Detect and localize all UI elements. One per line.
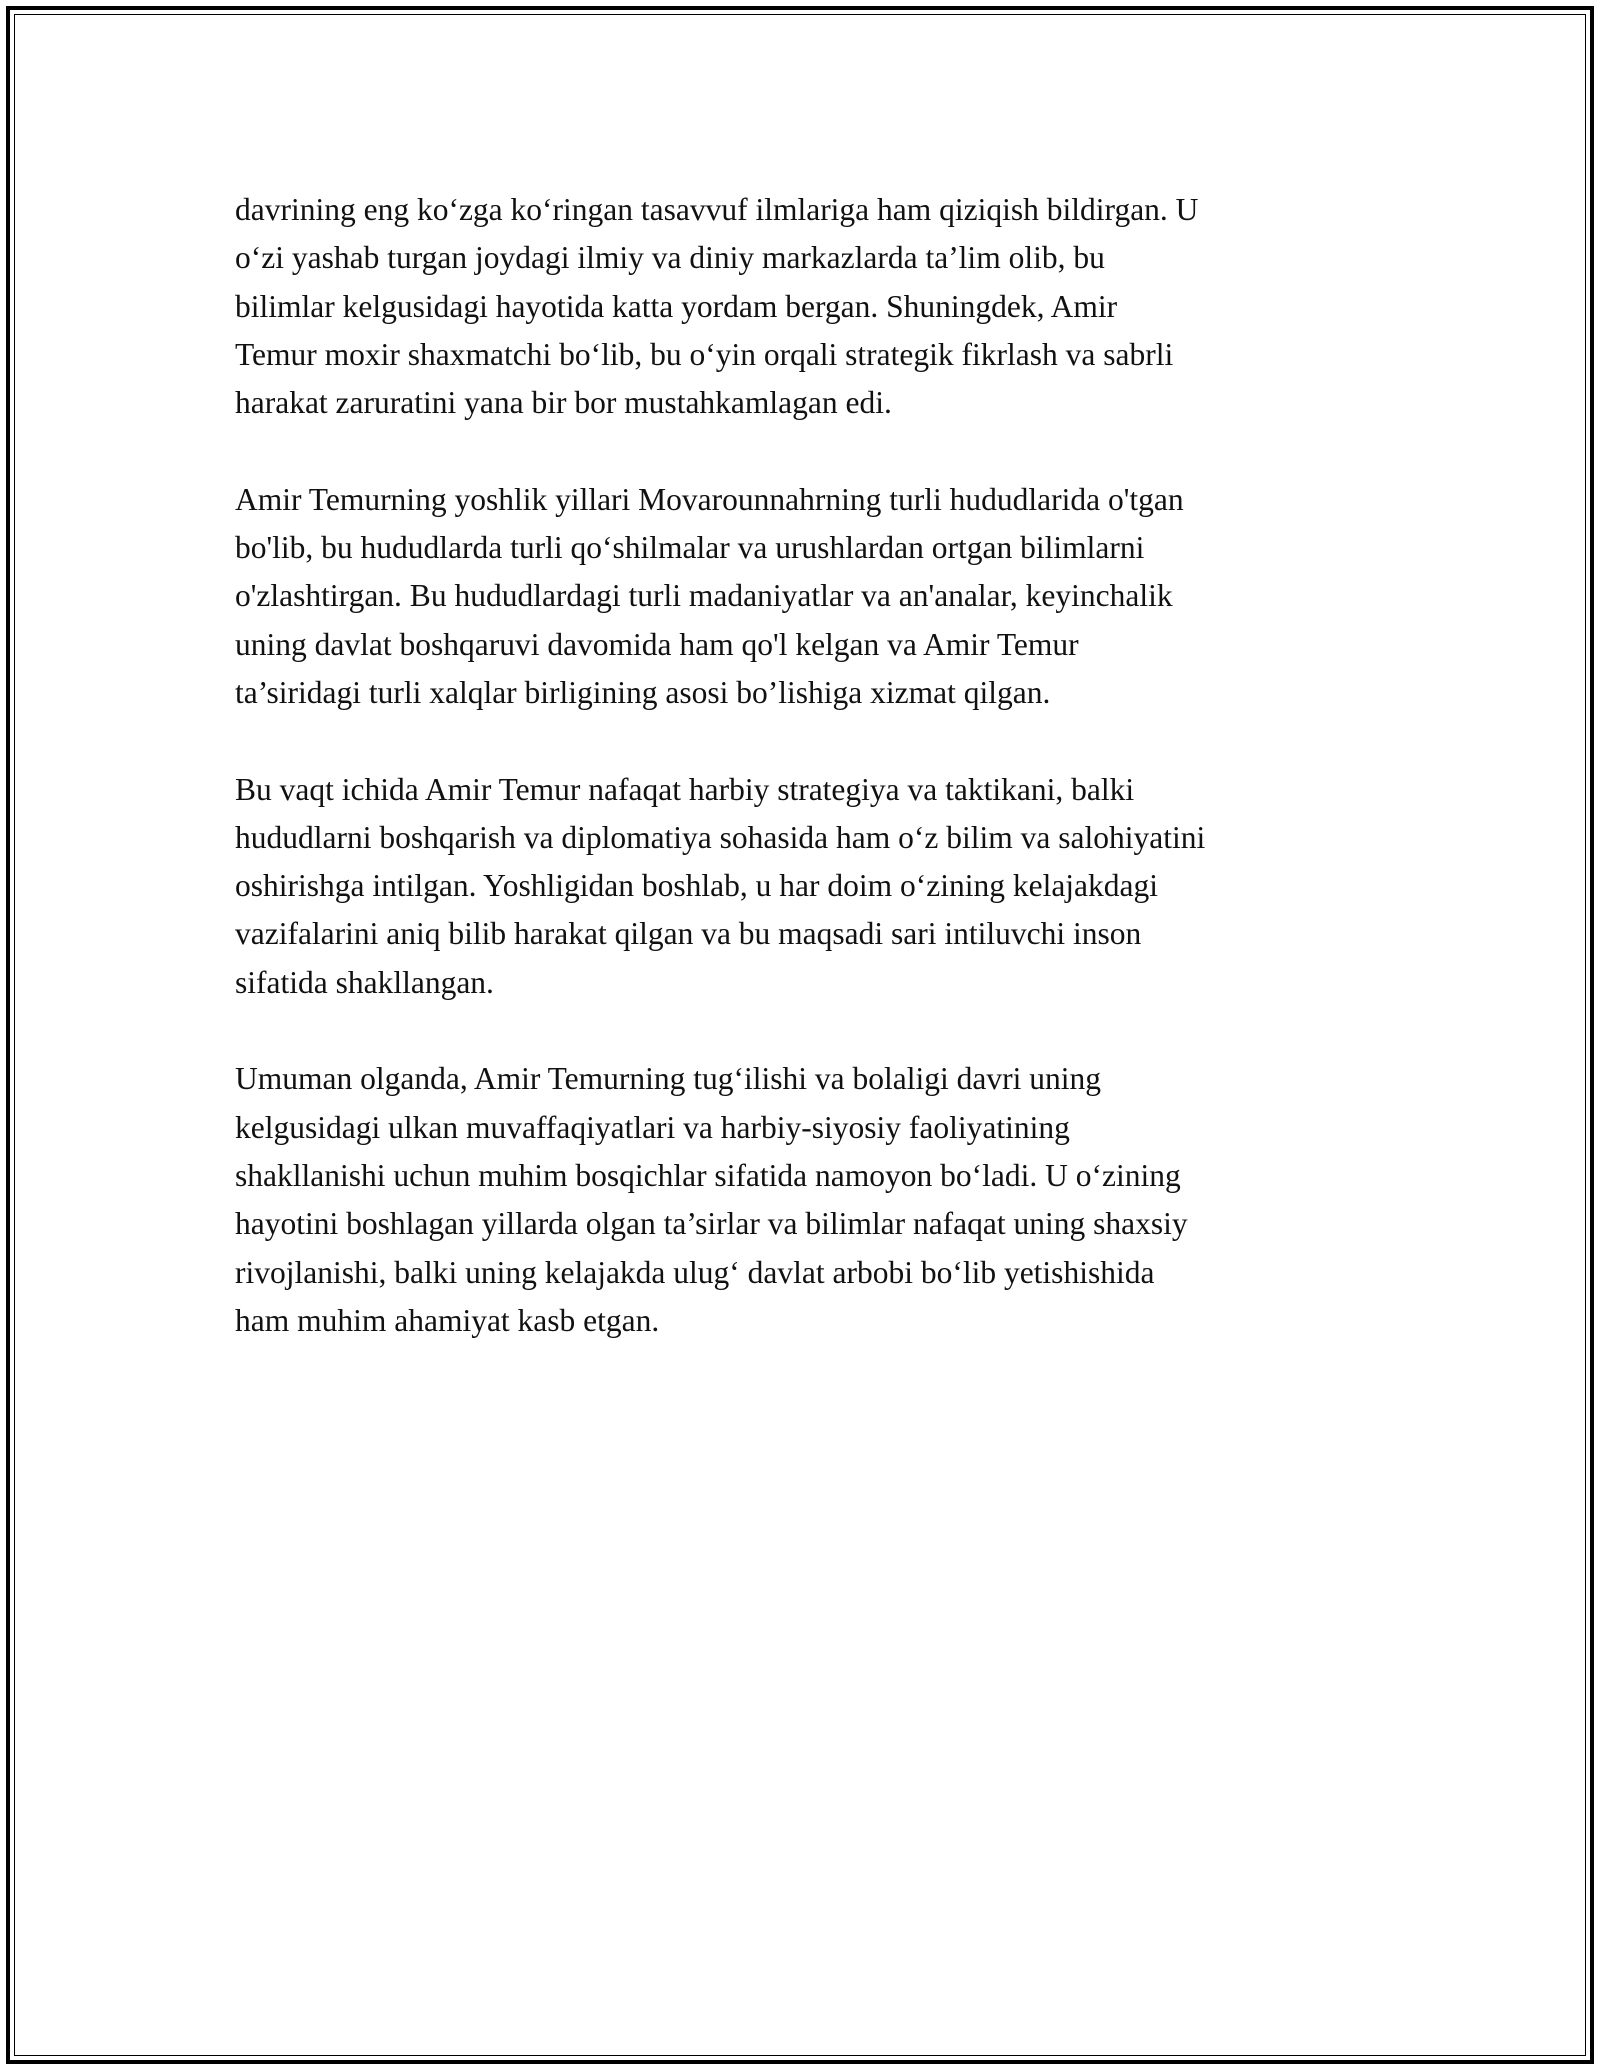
text-line: Amir Temurning yoshlik yillari Movarounnahrning turli hududlarida o'tgan xyxy=(235,481,1184,517)
text-line: ta’siridagi turli xalqlar birligining asosi bo’lishiga xizmat qilgan. xyxy=(235,674,1051,710)
text-line: oshirishga intilgan. Yoshligidan boshlab, u har doim o‘zining kelajakdagi xyxy=(235,868,1159,904)
paragraph-2 xyxy=(235,476,1365,717)
text-line: davrining eng ko‘zga ko‘ringan tasavvuf ilmlariga ham qiziqish bildirgan. U xyxy=(235,192,1199,227)
text-line: Umuman olganda, Amir Temurning tug‘ilishi va bolaligi davri uning xyxy=(235,1061,1101,1097)
text-line: kelgusidagi ulkan muvaffaqiyatlari va harbiy-siyosiy faoliyatining xyxy=(235,1109,1070,1145)
text-line: Bu vaqt ichida Amir Temur nafaqat harbiy strategiya va taktikani, balki xyxy=(235,771,1135,807)
text-line: vazifalarini aniq bilib harakat qilgan va bu maqsadi sari intiluvchi inson xyxy=(235,916,1142,952)
document-body xyxy=(235,186,1365,1393)
text-line: bo'lib, bu hududlarda turli qo‘shilmalar va urushlardan ortgan bilimlarni xyxy=(235,530,1145,566)
text-line: o‘zi yashab turgan joydagi ilmiy va diniy markazlarda ta’lim olib, bu xyxy=(235,240,1105,276)
text-line: rivojlanishi, balki uning kelajakda ulug‘ davlat arbobi bo‘lib yetishishida xyxy=(235,1254,1155,1290)
text-line: uning davlat boshqaruvi davomida ham qo'l kelgan va Amir Temur xyxy=(235,626,1079,662)
text-line: shakllanishi uchun muhim bosqichlar sifatida namoyon bo‘ladi. U o‘zining xyxy=(235,1157,1181,1193)
text-line: Temur moxir shaxmatchi bo‘lib, bu o‘yin orqali strategik fikrlash va sabrli xyxy=(235,336,1174,372)
text-line: sifatida shakllangan. xyxy=(235,964,494,1000)
text-line: o'zlashtirgan. Bu hududlardagi turli madaniyatlar va an'analar, keyinchalik xyxy=(235,578,1173,614)
paragraph-3 xyxy=(235,766,1365,1007)
paragraph-4 xyxy=(235,1055,1365,1345)
text-line: hayotini boshlagan yillarda olgan ta’sirlar va bilimlar nafaqat uning shaxsiy xyxy=(235,1206,1188,1242)
text-line: hududlarni boshqarish va diplomatiya sohasida ham o‘z bilim va salohiyatini xyxy=(235,819,1206,855)
text-line: ham muhim ahamiyat kasb etgan. xyxy=(235,1302,660,1338)
paragraph-1 xyxy=(235,186,1365,427)
text-line: harakat zaruratini yana bir bor mustahkamlagan edi. xyxy=(235,385,892,421)
text-line: bilimlar kelgusidagi hayotida katta yordam bergan. Shuningdek, Amir xyxy=(235,288,1118,324)
